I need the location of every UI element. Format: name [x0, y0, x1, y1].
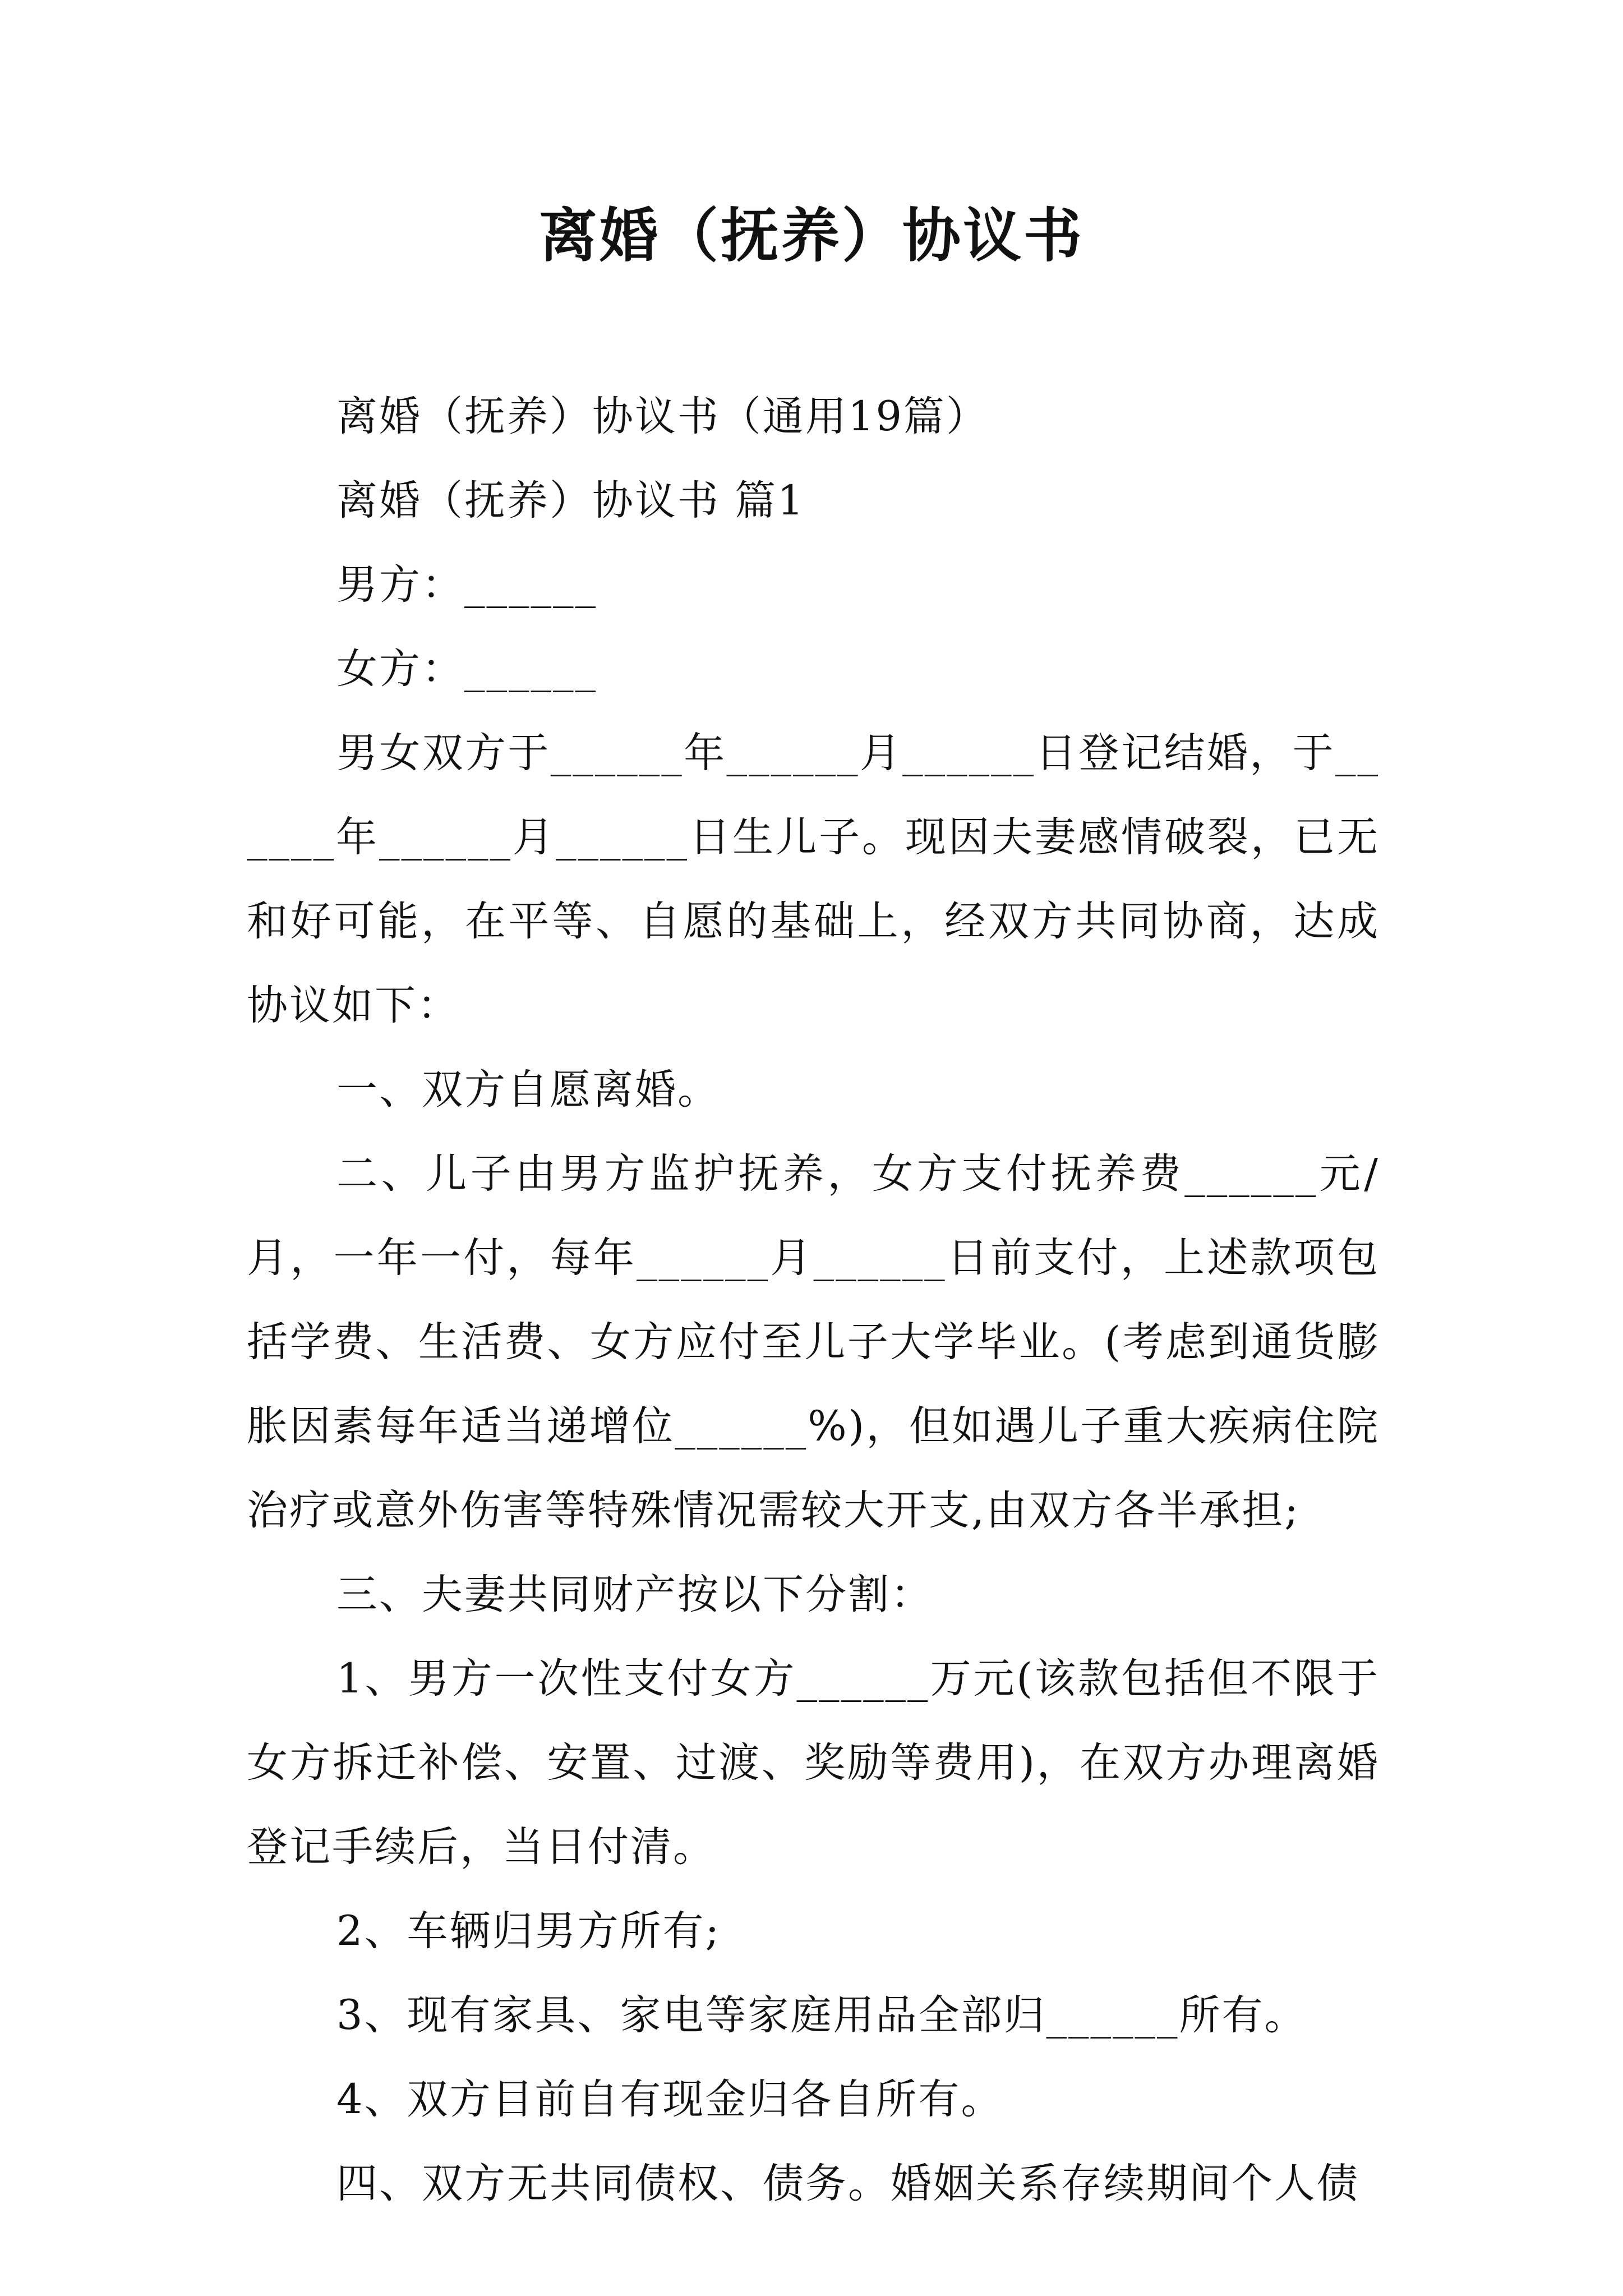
document-body — [247, 375, 1380, 2226]
paragraph-clause-3-item-3: 3、现有家具、家电等家庭用品全部归______所有。 — [336, 1991, 1307, 2039]
paragraph-clause-1: 一、双方自愿离婚。 — [336, 1066, 720, 1114]
paragraph-clause-3-item-1: 1、男方一次性支付女方______万元(该款包括但不限于女方拆迁补偿、安置、过渡、奖励等费用)，在双方办理离婚登记手续后，当日付清。 — [247, 1655, 1380, 1871]
paragraph-clause-3-item-2: 2、车辆归男方所有; — [336, 1907, 721, 1955]
paragraph-section-heading: 离婚（抚养）协议书 篇1 — [336, 477, 805, 524]
paragraph-male-party: 男方：______ — [336, 561, 597, 609]
document-title: 离婚（抚养）协议书 — [538, 201, 1084, 270]
paragraph-clause-3: 三、夫妻共同财产按以下分割： — [336, 1571, 933, 1618]
paragraph-intro: 男女双方于______年______月______日登记结婚，于______年______月______日生儿子。现因夫妻感情破裂，已无和好可能，在平等、自愿的基础上，经双方共同协商，达成协议如下： — [247, 729, 1380, 1029]
paragraph-clause-4: 四、双方无共同债权、债务。婚姻关系存续期间个人债 — [336, 2160, 1359, 2207]
paragraph-clause-3-item-4: 4、双方目前自有现金归各自所有。 — [336, 2076, 1004, 2123]
paragraph-female-party: 女方：______ — [336, 645, 597, 693]
paragraph-subtitle: 离婚（抚养）协议书（通用19篇） — [336, 393, 989, 440]
paragraph-clause-2: 二、儿子由男方监护抚养，女方支付抚养费______元/月，一年一付，每年______月______日前支付，上述款项包括学费、生活费、女方应付至儿子大学毕业。(考虑到通货膨胀因素每年适当递增位______%)，但如遇儿子重大疾病住院治疗或意外伤害等特殊情况需较大开支,由双方各半承担; — [247, 1150, 1380, 1534]
